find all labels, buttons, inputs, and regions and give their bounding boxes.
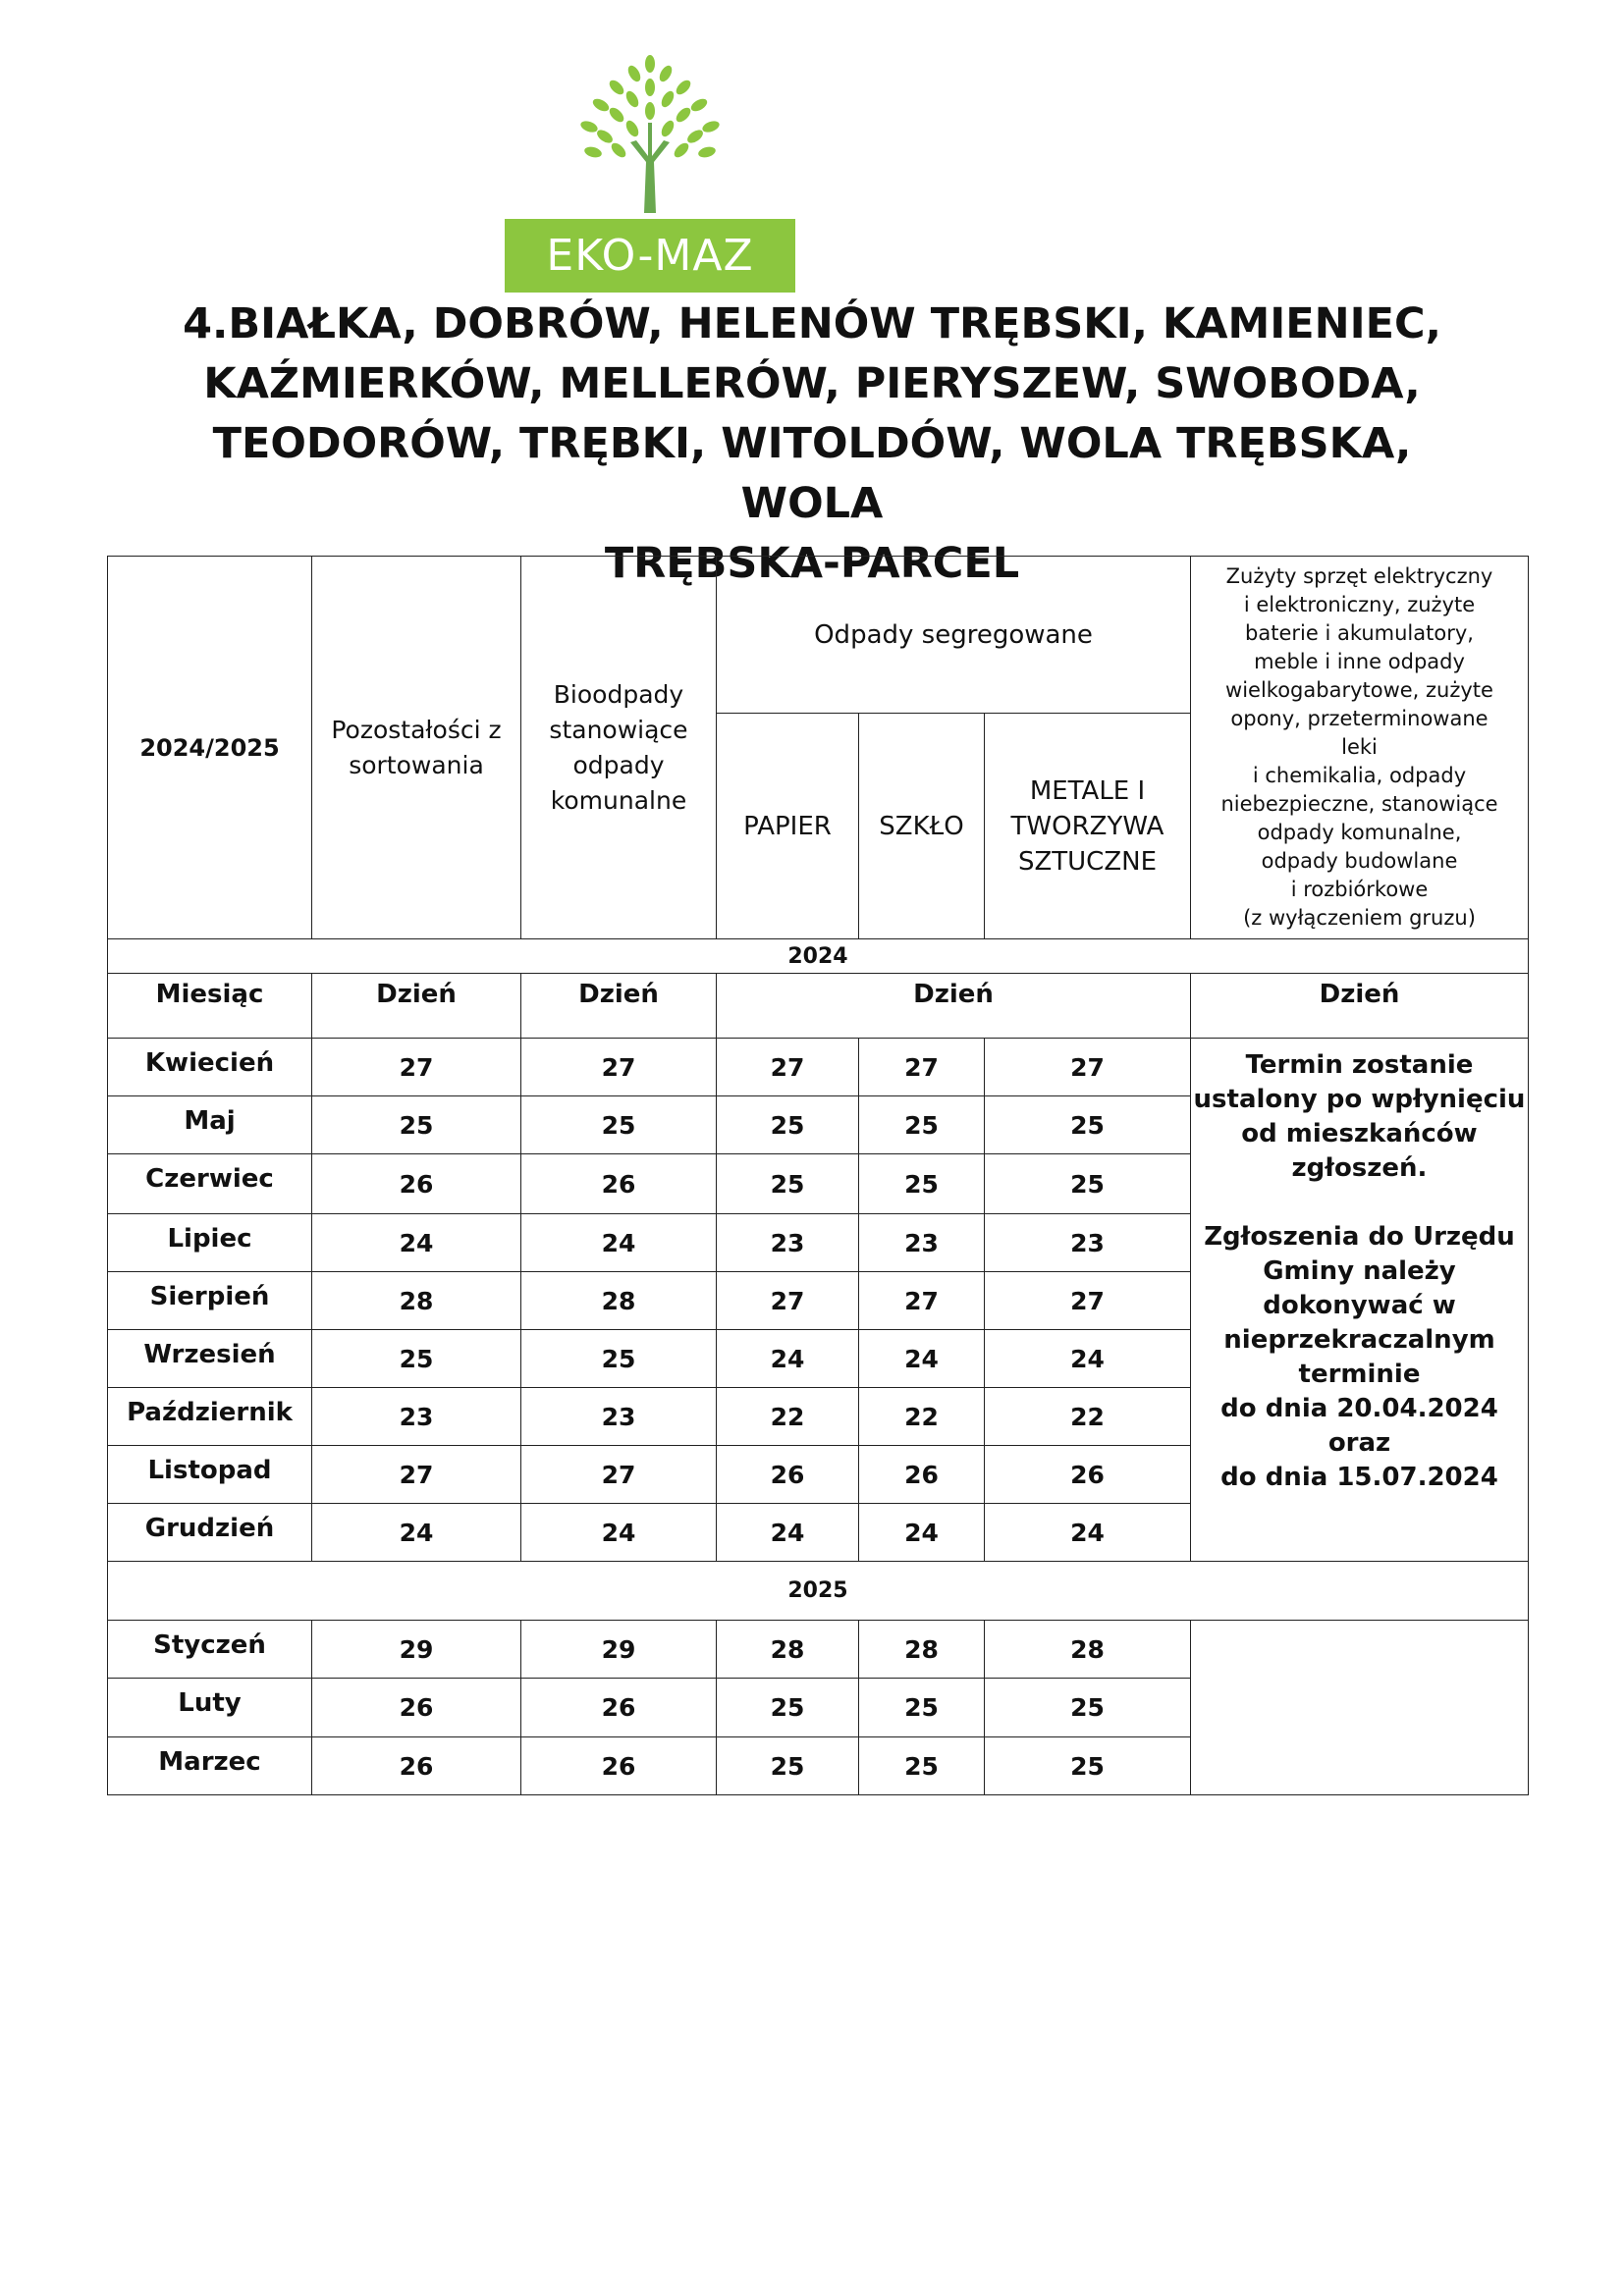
day-cell: 26 — [985, 1446, 1191, 1504]
day-cell: 26 — [521, 1737, 717, 1795]
day-cell: 23 — [859, 1214, 985, 1272]
day-cell: 24 — [312, 1504, 521, 1562]
note-line: od mieszkańców — [1241, 1119, 1478, 1148]
header-bulky-line: i rozbiórkowe — [1290, 878, 1429, 901]
header-paper: PAPIER — [717, 714, 859, 939]
day-cell: 29 — [312, 1621, 521, 1679]
month-cell: Marzec — [108, 1737, 312, 1795]
header-bio-line: komunalne — [550, 785, 687, 815]
page-title — [137, 294, 1487, 594]
note-line: zgłoszeń. — [1291, 1153, 1428, 1183]
note-line: oraz — [1327, 1428, 1391, 1458]
day-cell: 25 — [985, 1096, 1191, 1154]
day-cell: 24 — [312, 1214, 521, 1272]
day-cell: 28 — [312, 1272, 521, 1330]
subheader-day: Dzień — [717, 974, 1191, 1039]
day-cell: 25 — [859, 1154, 985, 1214]
day-cell: 27 — [312, 1446, 521, 1504]
table-row — [108, 1621, 1529, 1679]
month-cell: Wrzesień — [108, 1330, 312, 1388]
day-cell: 25 — [717, 1679, 859, 1737]
day-cell: 24 — [859, 1330, 985, 1388]
day-cell: 28 — [859, 1621, 985, 1679]
header-bulky-line: wielkogabarytowe, zużyte — [1225, 678, 1493, 702]
month-cell: Sierpień — [108, 1272, 312, 1330]
note-line: do dnia 20.04.2024 — [1220, 1394, 1498, 1423]
day-cell: 27 — [312, 1039, 521, 1096]
header-metal-line: TWORZYWA — [1010, 811, 1164, 841]
day-cell: 26 — [312, 1679, 521, 1737]
logo-text: EKO-MAZ — [546, 231, 754, 281]
day-cell: 23 — [717, 1214, 859, 1272]
collection-schedule-table — [107, 556, 1529, 1795]
day-cell: 26 — [312, 1737, 521, 1795]
day-cell: 24 — [985, 1504, 1191, 1562]
day-cell: 28 — [521, 1272, 717, 1330]
subheader-day: Dzień — [312, 974, 521, 1039]
bulky-note — [1191, 1039, 1529, 1562]
title-line-4: TRĘBSKA-PARCEL — [604, 539, 1020, 588]
title-line-3: TEODORÓW, TRĘBKI, WITOLDÓW, WOLA TRĘBSKA, WOLA — [212, 419, 1412, 528]
day-cell: 28 — [985, 1621, 1191, 1679]
note-line: ustalony po wpłynięciu — [1193, 1085, 1526, 1114]
day-cell: 25 — [859, 1737, 985, 1795]
day-cell: 27 — [717, 1039, 859, 1096]
header-bulky-line: odpady komunalne, — [1257, 821, 1462, 844]
month-cell: Kwiecień — [108, 1039, 312, 1096]
header-residual — [312, 557, 521, 939]
note-line: dokonywać w — [1263, 1291, 1456, 1320]
day-cell: 27 — [859, 1039, 985, 1096]
header-bio-line: Bioodpady — [553, 679, 684, 709]
header-bulky-line: Zużyty sprzęt elektryczny — [1225, 564, 1493, 588]
eko-maz-logo — [505, 54, 795, 293]
header-bulky-line: opony, przeterminowane — [1230, 707, 1489, 730]
day-cell: 25 — [985, 1737, 1191, 1795]
day-cell: 25 — [312, 1330, 521, 1388]
bulky-empty-cell — [1191, 1621, 1529, 1795]
day-cell: 27 — [985, 1272, 1191, 1330]
note-line: do dnia 15.07.2024 — [1220, 1463, 1498, 1492]
day-cell: 24 — [985, 1330, 1191, 1388]
note-line: terminie — [1298, 1360, 1421, 1389]
day-cell: 29 — [521, 1621, 717, 1679]
month-cell: Grudzień — [108, 1504, 312, 1562]
tree-icon — [571, 54, 729, 216]
note-line: nieprzekraczalnym — [1223, 1325, 1495, 1355]
day-cell: 24 — [521, 1214, 717, 1272]
header-metal-line: SZTUCZNE — [1017, 846, 1158, 877]
note-line: Termin zostanie — [1245, 1050, 1474, 1080]
header-residual-line: Pozostałości z — [331, 715, 502, 744]
year-row-2025: 2025 — [108, 1562, 1529, 1621]
subheader-day: Dzień — [521, 974, 717, 1039]
header-metal — [985, 714, 1191, 939]
header-glass: SZKŁO — [859, 714, 985, 939]
day-cell: 24 — [717, 1504, 859, 1562]
day-cell: 22 — [859, 1388, 985, 1446]
day-cell: 23 — [985, 1214, 1191, 1272]
header-bio-line: stanowiące — [549, 715, 688, 744]
day-cell: 26 — [312, 1154, 521, 1214]
day-cell: 27 — [521, 1446, 717, 1504]
month-cell: Czerwiec — [108, 1154, 312, 1214]
day-cell: 24 — [521, 1504, 717, 1562]
header-bio-line: odpady — [572, 750, 665, 779]
header-bulky-line: meble i inne odpady — [1254, 650, 1465, 673]
subheader-month: Miesiąc — [108, 974, 312, 1039]
title-line-2: KAŹMIERKÓW, MELLERÓW, PIERYSZEW, SWOBODA, — [203, 359, 1421, 408]
header-bulky — [1191, 557, 1529, 939]
month-cell: Październik — [108, 1388, 312, 1446]
day-cell: 25 — [859, 1679, 985, 1737]
day-cell: 26 — [859, 1446, 985, 1504]
month-cell: Styczeń — [108, 1621, 312, 1679]
header-segregated: Odpady segregowane — [717, 557, 1191, 714]
day-cell: 22 — [717, 1388, 859, 1446]
day-cell: 27 — [717, 1272, 859, 1330]
day-cell: 25 — [521, 1330, 717, 1388]
month-cell: Luty — [108, 1679, 312, 1737]
header-metal-line: METALE I — [1029, 775, 1146, 806]
header-bulky-line: niebezpieczne, stanowiące — [1220, 792, 1498, 816]
month-cell: Maj — [108, 1096, 312, 1154]
day-cell: 25 — [717, 1096, 859, 1154]
title-line-1: 4.BIAŁKA, DOBRÓW, HELENÓW TRĘBSKI, KAMIENIEC, — [183, 299, 1441, 348]
logo-badge — [505, 219, 795, 293]
header-period: 2024/2025 — [108, 557, 312, 939]
header-bio — [521, 557, 717, 939]
day-cell: 24 — [859, 1504, 985, 1562]
day-cell: 28 — [717, 1621, 859, 1679]
subheader-day: Dzień — [1191, 974, 1529, 1039]
table-row — [108, 1039, 1529, 1096]
note-line: Gminy należy — [1263, 1256, 1456, 1286]
day-cell: 27 — [521, 1039, 717, 1096]
header-bulky-line: leki — [1341, 735, 1378, 759]
day-cell: 25 — [985, 1154, 1191, 1214]
day-cell: 24 — [717, 1330, 859, 1388]
note-line: Zgłoszenia do Urzędu — [1204, 1222, 1515, 1252]
year-row-2024: 2024 — [108, 939, 1529, 974]
header-bulky-line: odpady budowlane — [1261, 849, 1458, 873]
header-bulky-line: i elektroniczny, zużyte — [1243, 593, 1476, 616]
day-cell: 27 — [985, 1039, 1191, 1096]
day-cell: 25 — [521, 1096, 717, 1154]
month-cell: Lipiec — [108, 1214, 312, 1272]
day-cell: 25 — [859, 1096, 985, 1154]
day-cell: 25 — [717, 1154, 859, 1214]
month-cell: Listopad — [108, 1446, 312, 1504]
day-cell: 26 — [521, 1154, 717, 1214]
day-cell: 26 — [521, 1679, 717, 1737]
header-bulky-line: i chemikalia, odpady — [1252, 764, 1467, 787]
header-residual-line: sortowania — [349, 750, 484, 779]
day-cell: 25 — [717, 1737, 859, 1795]
day-cell: 26 — [717, 1446, 859, 1504]
day-cell: 25 — [985, 1679, 1191, 1737]
day-cell: 25 — [312, 1096, 521, 1154]
day-cell: 27 — [859, 1272, 985, 1330]
header-bulky-line: (z wyłączeniem gruzu) — [1243, 906, 1476, 930]
day-cell: 22 — [985, 1388, 1191, 1446]
day-cell: 23 — [312, 1388, 521, 1446]
day-cell: 23 — [521, 1388, 717, 1446]
header-bulky-line: baterie i akumulatory, — [1245, 621, 1474, 645]
